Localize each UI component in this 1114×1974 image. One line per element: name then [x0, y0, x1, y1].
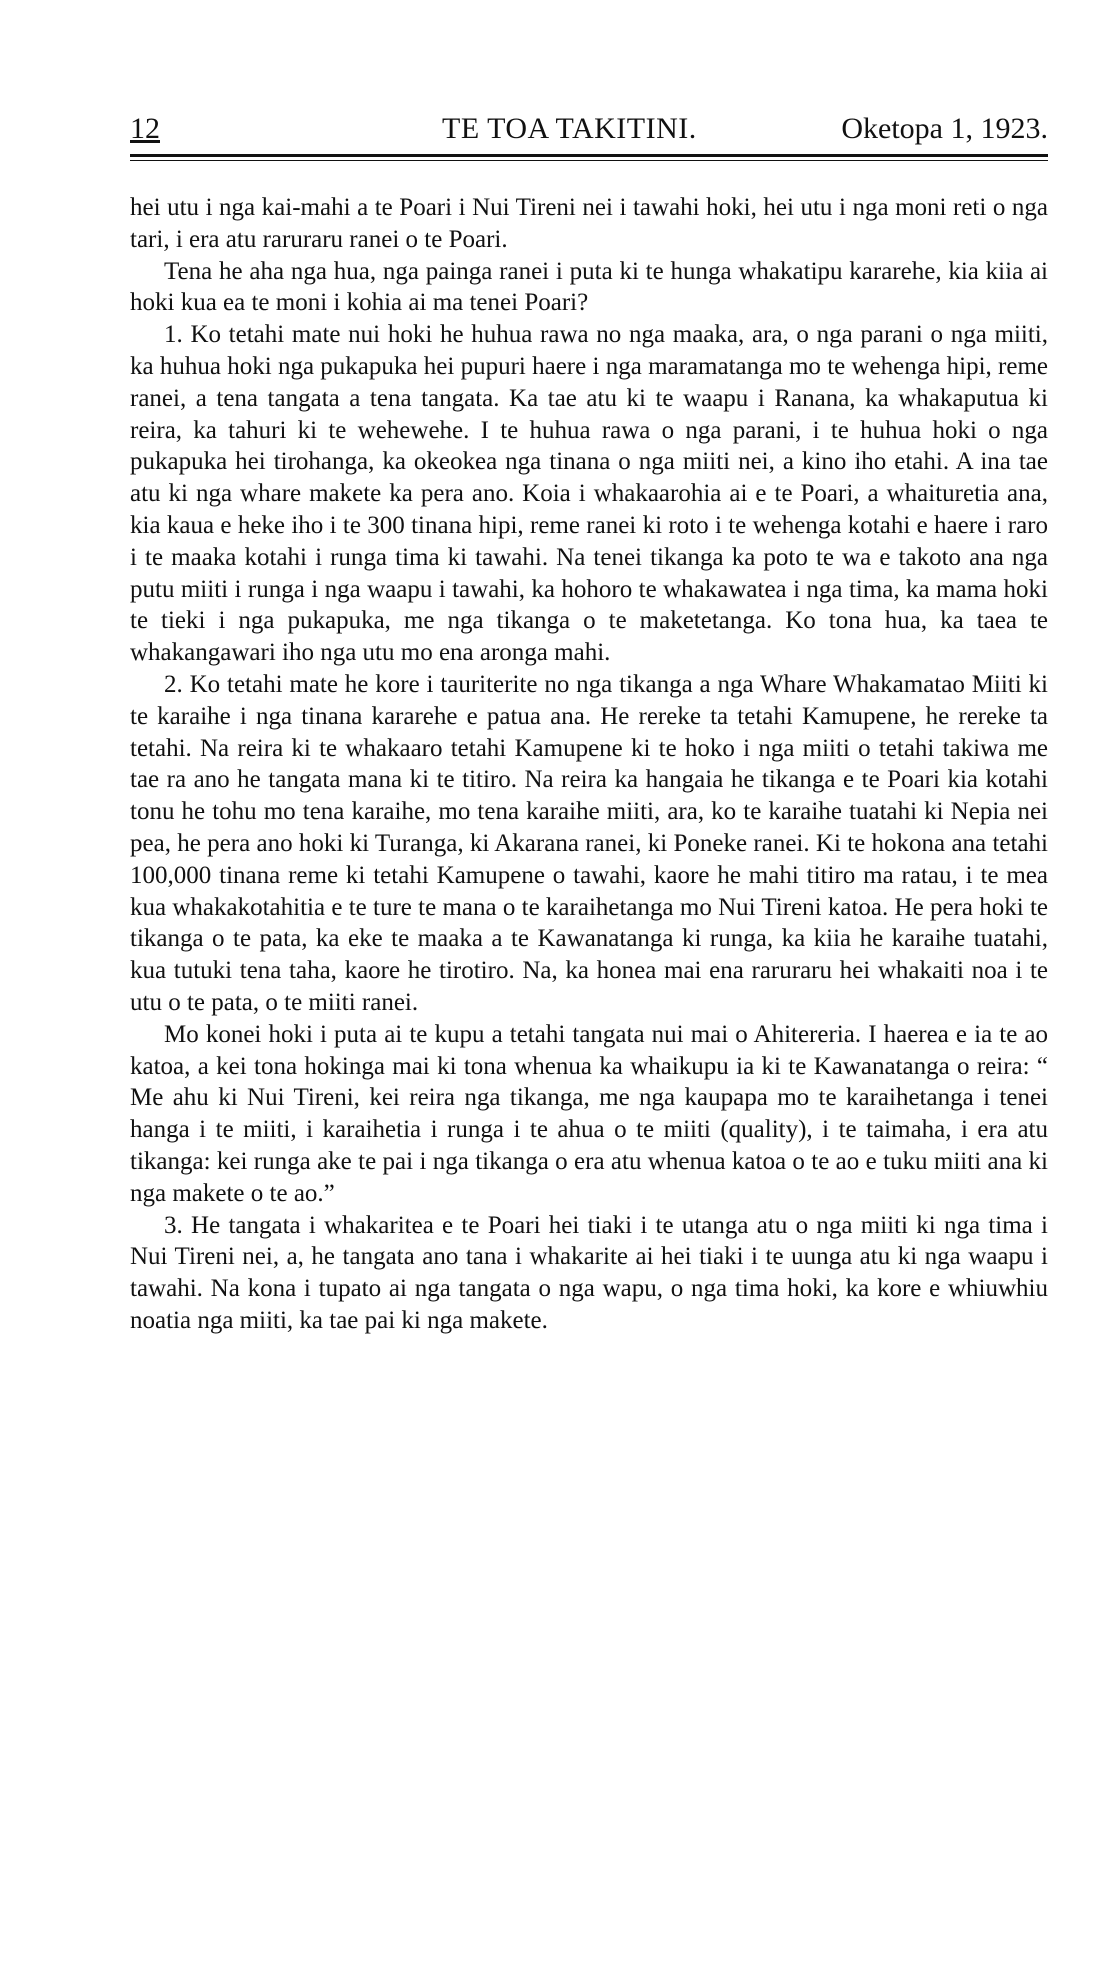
header-rule-thin: [130, 160, 1048, 161]
page-number: 12: [130, 112, 160, 145]
issue-date: Oketopa 1, 1923.: [841, 112, 1048, 145]
paragraph-continuation: hei utu i nga kai-mahi a te Poari i Nui Tireni nei i tawahi hoki, hei utu i nga moni reti o nga tari, i era atu raruraru ranei o te Poari.: [130, 194, 1048, 253]
journal-title: TE TOA TAKITINI.: [442, 112, 697, 145]
paragraph-question: Tena he aha nga hua, nga painga ranei i puta ki te hunga whakatipu kararehe, kia kiia ai hoki kua ea te moni i kohia ai ma tenei Poari?: [130, 257, 1048, 317]
paragraph-quote: Mo konei hoki i puta ai te kupu a tetahi tangata nui mai o Ahitereria. I haerea e ia te ao katoa, a kei tona hokinga mai ki tona whenua ka whaikupu ia ki te Kawanatanga o reira: “ Me ahu ki Nui Tireni, kei reira nga tikanga, me nga kaupapa mo te karaihetanga i tenei hanga i te miiti, i karaihetia i runga i te ahua o te miiti (quality), i te taimaha, i era atu tikanga: kei runga ake te pai i nga tikanga o era atu whenua katoa o te ao e tuku miiti ana ki nga makete o te ao.”: [130, 1020, 1048, 1207]
running-head: [130, 112, 1048, 158]
paragraph-point-1: 1. Ko tetahi mate nui hoki he huhua rawa no nga maaka, ara, o nga parani o nga miiti, ka huhua hoki nga pukapuka hei pupuri haere i nga maramatanga mo te wehenga hipi, reme ranei, a tena tangata a tena tangata. Ka tae atu ki te waapu i Ranana, ka whakaputua ki reira, ka tahuri ki te wehewehe. I te huhua rawa o nga parani, i te huhua hoki o nga pukapuka hei tirohanga, ka okeokea nga tinana o nga miiti nei, a kino iho etahi. A ina tae atu ki nga whare makete ka pera ano. Koia i whakaarohia ai e te Poari, a whaituretia ana, kia kaua e heke iho i te 300 tinana hipi, reme ranei ki roto i te wehenga kotahi e haere i raro i te maaka kotahi i runga tima ki tawahi. Na tenei tikanga ka poto te wa e takoto ana nga putu miiti i runga i nga waapu i tawahi, ka hohoro te whakawatea i nga tima, ka mama hoki te tieki i nga pukapuka, me nga tikanga o te maketetanga. Ko tona hua, ka taea te whakangawari iho nga utu mo ena aronga mahi.: [130, 321, 1048, 667]
paragraph-point-2: 2. Ko tetahi mate he kore i tauriterite no nga tikanga a nga Whare Whakamatao Miiti ki te karaihe i nga tinana kararehe e patua ana. He rereke ta tetahi Kamupene, he rereke ta tetahi. Na reira ki te whakaaro tetahi Kamupene ki te hoko i nga miiti o tetahi takiwa me tae ra ano he tangata mana ki te titiro. Na reira ka hangaia he tikanga e te Poari kia kotahi tonu he tohu mo tena karaihe, mo tena karaihe miiti, ara, ko te karaihe tuatahi ki Nepia nei pea, he pera ano hoki ki Turanga, ki Akarana ranei, ki Poneke ranei. Ki te hokona ana tetahi 100,000 tinana reme ki tetahi Kamupene o tawahi, kaore he mahi titiro ma ratau, i te mea kua whakakotahitia e te ture te mana o te karaihetanga mo Nui Tireni katoa. He pera hoki te tikanga o te pata, ka eke te maaka a te Kawanatanga ki runga, ka kiia he karaihe tuatahi, kua tutuki tena taha, kaore he tirotiro. Na, ka honea mai ena raruraru hei whakaiti noa i te utu o te pata, o te miiti ranei.: [130, 670, 1048, 1016]
header-rule: [130, 154, 1048, 157]
article-body: [130, 192, 1048, 1337]
paragraph-point-3: 3. He tangata i whakaritea e te Poari hei tiaki i te utanga atu o nga miiti ki nga tima i Nui Tireni nei, a, he tangata ano tana i whakarite ai hei tiaki i te uunga atu ki nga waapu i tawahi. Na kona i tupato ai nga tangata o nga wapu, o nga tima hoki, ka kore e whiuwhiu noatia nga miiti, ka tae pai ki nga makete.: [130, 1211, 1048, 1334]
